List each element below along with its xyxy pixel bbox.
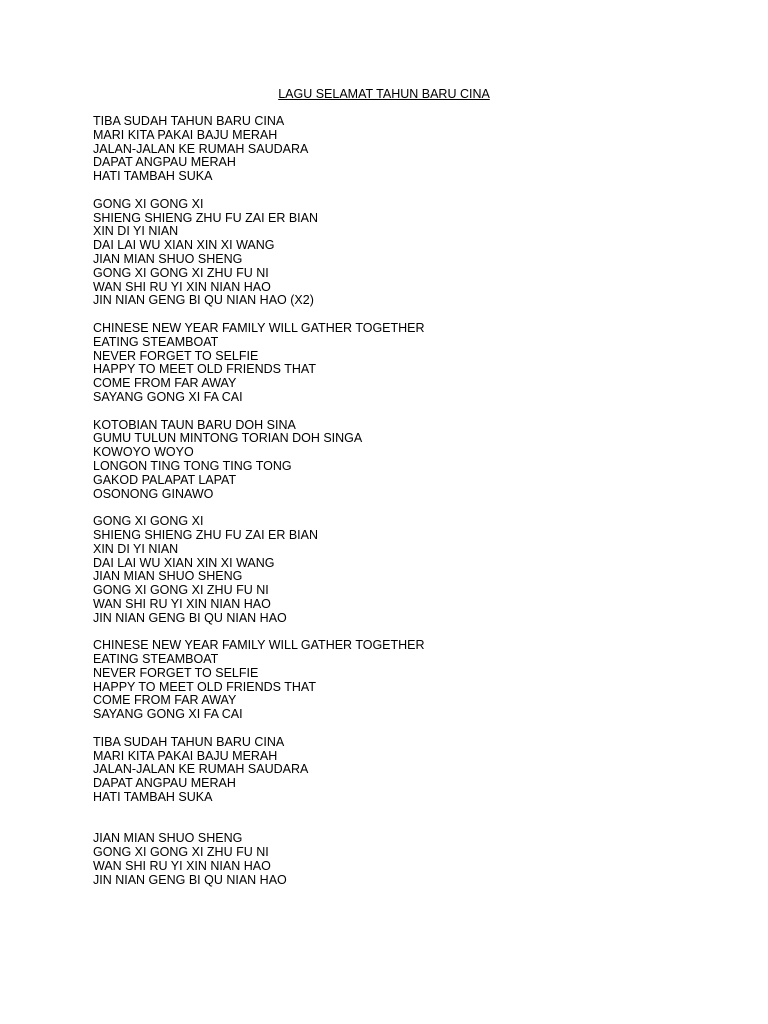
lyric-line: SAYANG GONG XI FA CAI bbox=[93, 389, 243, 404]
stanza-spacer bbox=[93, 308, 713, 322]
lyric-line: MARI KITA PAKAI BAJU MERAH bbox=[93, 748, 278, 763]
lyric-line: MARI KITA PAKAI BAJU MERAH bbox=[93, 127, 278, 142]
stanza-spacer bbox=[93, 501, 713, 515]
lyric-line: SAYANG GONG XI FA CAI bbox=[93, 707, 243, 722]
lyric-line: DAI LAI WU XIAN XIN XI WANG bbox=[93, 238, 275, 253]
stanza-6 bbox=[93, 639, 713, 722]
lyric-line: CHINESE NEW YEAR FAMILY WILL GATHER TOGETHER bbox=[93, 320, 425, 335]
lyric-line: TIBA SUDAH TAHUN BARU CINA bbox=[93, 734, 285, 749]
lyric-line: GONG XI GONG XI ZHU FU NI bbox=[93, 265, 269, 280]
lyric-line: JIN NIAN GENG BI QU NIAN HAO bbox=[93, 872, 287, 887]
stanza-4 bbox=[93, 419, 713, 502]
lyric-line: HATI TAMBAH SUKA bbox=[93, 790, 213, 805]
lyric-line: JALAN-JALAN KE RUMAH SAUDARA bbox=[93, 762, 309, 777]
stanza-3 bbox=[93, 322, 713, 405]
stanza-spacer bbox=[93, 805, 713, 833]
lyric-line: EATING STEAMBOAT bbox=[93, 334, 219, 349]
lyric-line: HAPPY TO MEET OLD FRIENDS THAT bbox=[93, 362, 316, 377]
lyric-line: EATING STEAMBOAT bbox=[93, 652, 219, 667]
lyric-line: HATI TAMBAH SUKA bbox=[93, 169, 213, 184]
lyric-line: GONG XI GONG XI ZHU FU NI bbox=[93, 845, 269, 860]
lyric-line: JIAN MIAN SHUO SHENG bbox=[93, 569, 243, 584]
lyric-line: COME FROM FAR AWAY bbox=[93, 376, 237, 391]
lyric-line: JALAN-JALAN KE RUMAH SAUDARA bbox=[93, 141, 309, 156]
page-title: LAGU SELAMAT TAHUN BARU CINA bbox=[278, 87, 490, 101]
lyric-line: XIN DI YI NIAN bbox=[93, 541, 179, 556]
stanza-8 bbox=[93, 832, 713, 887]
stanza-1 bbox=[93, 115, 713, 184]
lyric-line: XIN DI YI NIAN bbox=[93, 224, 179, 239]
lyric-line: GAKOD PALAPAT LAPAT bbox=[93, 472, 237, 487]
lyric-line: GONG XI GONG XI bbox=[93, 514, 204, 529]
lyric-line: JIAN MIAN SHUO SHENG bbox=[93, 251, 243, 266]
lyric-line: KOWOYO WOYO bbox=[93, 445, 194, 460]
stanza-spacer bbox=[93, 722, 713, 736]
stanza-spacer bbox=[93, 405, 713, 419]
lyric-line: DAI LAI WU XIAN XIN XI WANG bbox=[93, 555, 275, 570]
lyric-line: GONG XI GONG XI bbox=[93, 196, 204, 211]
lyric-line: JIN NIAN GENG BI QU NIAN HAO (X2) bbox=[93, 293, 314, 308]
lyric-line: HAPPY TO MEET OLD FRIENDS THAT bbox=[93, 679, 316, 694]
lyric-line: TIBA SUDAH TAHUN BARU CINA bbox=[93, 114, 285, 128]
lyric-line: GONG XI GONG XI ZHU FU NI bbox=[93, 583, 269, 598]
lyrics-body bbox=[93, 115, 713, 888]
lyric-line: JIN NIAN GENG BI QU NIAN HAO bbox=[93, 610, 287, 625]
lyric-line: NEVER FORGET TO SELFIE bbox=[93, 665, 259, 680]
lyric-line: WAN SHI RU YI XIN NIAN HAO bbox=[93, 279, 271, 294]
lyric-line: JIAN MIAN SHUO SHENG bbox=[93, 831, 243, 846]
lyric-line: WAN SHI RU YI XIN NIAN HAO bbox=[93, 596, 271, 611]
stanza-2 bbox=[93, 198, 713, 308]
lyric-line: COME FROM FAR AWAY bbox=[93, 693, 237, 708]
lyric-line: CHINESE NEW YEAR FAMILY WILL GATHER TOGETHER bbox=[93, 638, 425, 653]
lyric-line: NEVER FORGET TO SELFIE bbox=[93, 348, 259, 363]
lyric-line: SHIENG SHIENG ZHU FU ZAI ER BIAN bbox=[93, 527, 319, 542]
lyric-line: DAPAT ANGPAU MERAH bbox=[93, 776, 236, 791]
lyric-line: WAN SHI RU YI XIN NIAN HAO bbox=[93, 859, 271, 874]
lyric-line: OSONONG GINAWO bbox=[93, 486, 214, 501]
stanza-spacer bbox=[93, 625, 713, 639]
lyric-line: DAPAT ANGPAU MERAH bbox=[93, 155, 236, 170]
lyric-line: LONGON TING TONG TING TONG bbox=[93, 458, 292, 473]
stanza-spacer bbox=[93, 184, 713, 198]
stanza-7 bbox=[93, 736, 713, 805]
stanza-5 bbox=[93, 515, 713, 625]
lyric-line: GUMU TULUN MINTONG TORIAN DOH SINGA bbox=[93, 431, 363, 446]
lyric-line: KOTOBIAN TAUN BARU DOH SINA bbox=[93, 417, 296, 432]
lyric-line: SHIENG SHIENG ZHU FU ZAI ER BIAN bbox=[93, 210, 319, 225]
